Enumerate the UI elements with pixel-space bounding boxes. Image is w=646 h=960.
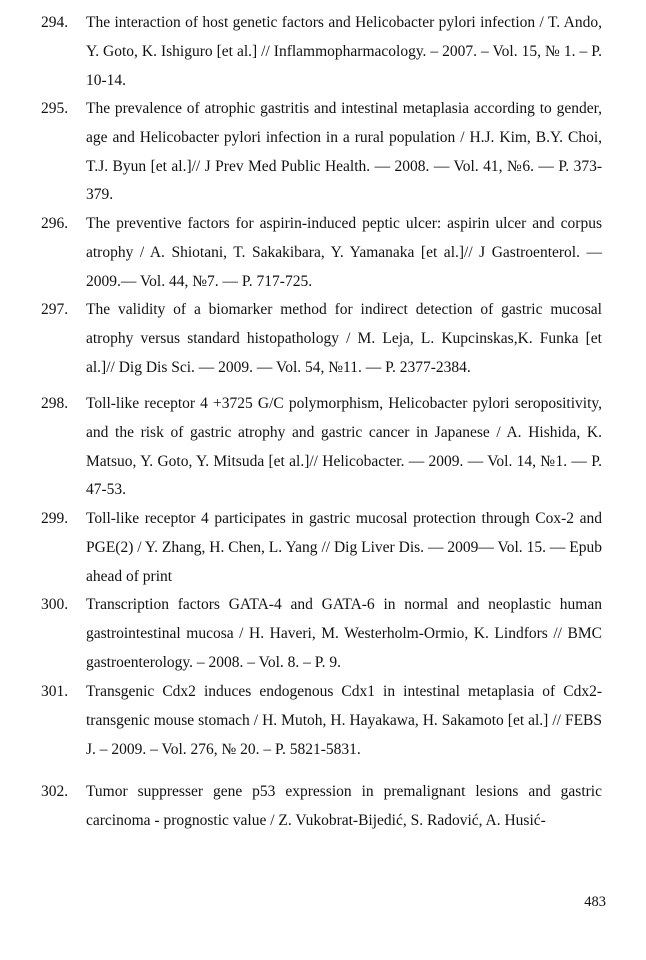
reference-number: 300.	[41, 596, 69, 613]
page-number: 483	[584, 894, 606, 910]
reference-text: Toll-like receptor 4 +3725 G/C polymorphism, Helicobacter pylori seropositivity, and the risk of gastric atrophy and gastric cancer in Japanese / A. Hishida, K. Matsuo, Y. Goto, Y. Mitsuda [et al.]// Helicobacter. — 2009. — Vol. 14, №1. — P. 47-53.	[86, 395, 602, 499]
reference-number: 296.	[41, 215, 69, 232]
reference-number: 295.	[41, 100, 69, 117]
reference-text: Tumor suppresser gene p53 expression in premalignant lesions and gastric carcinoma - prognostic value / Z. Vukobrat-Bijedić, S. Radović, A. Husić-	[86, 783, 602, 829]
reference-text: The preventive factors for aspirin-induced peptic ulcer: aspirin ulcer and corpus atrophy / A. Shiotani, T. Sakakibara, Y. Yamanaka [et al.]// J Gastroenterol. — 2009.— Vol. 44, №7. — P. 717-725.	[86, 215, 602, 290]
reference-text: Transcription factors GATA-4 and GATA-6 in normal and neoplastic human gastrointestinal mucosa / H. Haveri, M. Westerholm-Ormio, K. Lindfors // BMC gastroenterology. – 2008. – Vol. 8. – P. 9.	[86, 596, 602, 671]
reference-text: Toll-like receptor 4 participates in gastric mucosal protection through Cox-2 and PGE(2) / Y. Zhang, H. Chen, L. Yang // Dig Liver Dis. — 2009— Vol. 15. — Epub ahead of print	[86, 510, 602, 585]
reference-number: 301.	[41, 683, 69, 700]
reference-text: The prevalence of atrophic gastritis and intestinal metaplasia according to gender, age and Helicobacter pylori infection in a rural population / H.J. Kim, B.Y. Choi, T.J. Byun [et al.]// J Prev Med Public Health. — 2008. — Vol. 41, №6. — P. 373-379.	[86, 100, 602, 204]
reference-text: The interaction of host genetic factors and Helicobacter pylori infection / T. Ando, Y. Goto, K. Ishiguro [et al.] // Inflammopharmacology. – 2007. – Vol. 15, № 1. – P. 10-14.	[86, 14, 602, 89]
reference-number: 297.	[41, 301, 69, 318]
reference-text: The validity of a biomarker method for indirect detection of gastric mucosal atrophy versus standard histopathology / M. Leja, L. Kupcinskas,K. Funka [et al.]// Dig Dis Sci. — 2009. — Vol. 54, №11. — P. 2377-2384.	[86, 301, 602, 376]
reference-number: 298.	[41, 395, 69, 412]
reference-number: 294.	[41, 14, 69, 31]
reference-number: 302.	[41, 783, 69, 800]
reference-text: Transgenic Cdx2 induces endogenous Cdx1 in intestinal metaplasia of Cdx2-transgenic mouse stomach / H. Mutoh, H. Hayakawa, H. Sakamoto [et al.] // FEBS J. – 2009. – Vol. 276, № 20. – P. 5821-5831.	[86, 683, 602, 758]
reference-number: 299.	[41, 510, 69, 527]
